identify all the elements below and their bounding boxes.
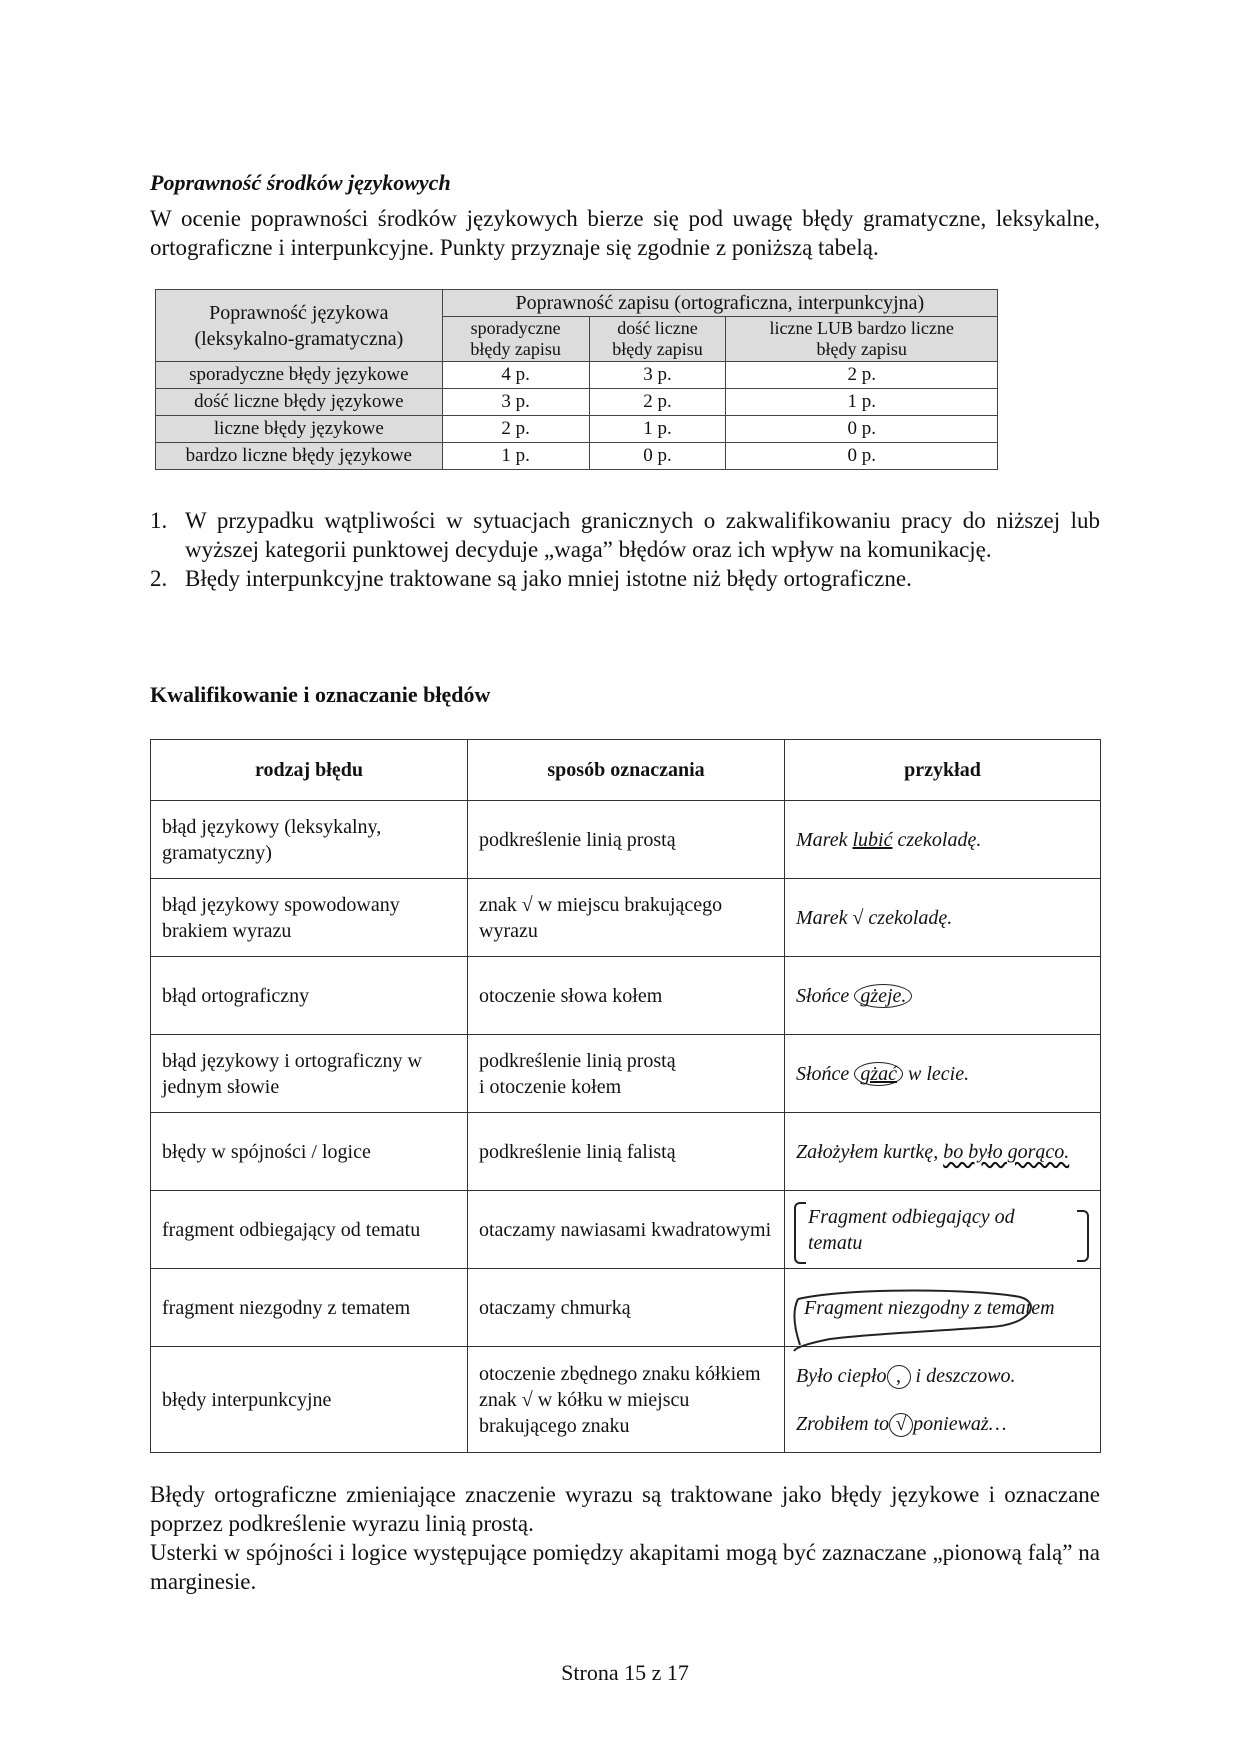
error-marking: otoczenie zbędnego znaku kółkiem znak √ w kółku w miejscu brakującego znaku <box>468 1347 785 1453</box>
error-example: Marek lubić czekoladę. <box>785 801 1101 879</box>
wavy-underlined-text: bo było gorąco. <box>943 1140 1070 1163</box>
error-row <box>151 957 1101 1035</box>
circled-comma: , <box>887 1365 911 1389</box>
error-row <box>151 801 1101 879</box>
closing-notes <box>150 1480 1100 1596</box>
error-row <box>151 1347 1101 1453</box>
error-row <box>151 1113 1101 1191</box>
error-type: błąd językowy (leksykalny, gramatyczny) <box>151 801 468 879</box>
error-marking: podkreślenie linią prostą i otoczenie kołem <box>468 1035 785 1113</box>
right-bracket-icon <box>1077 1210 1089 1262</box>
closing-paragraph: Usterki w spójności i logice występujące pomiędzy akapitami mogą być zaznaczane „pionową falą” na marginesie. <box>150 1540 1100 1594</box>
notes-list <box>150 506 1100 593</box>
error-type: błędy interpunkcyjne <box>151 1347 468 1453</box>
error-marking-table <box>150 739 1101 1453</box>
note-item <box>150 506 1100 564</box>
error-type: fragment odbiegający od tematu <box>151 1191 468 1269</box>
score-row <box>156 443 998 470</box>
error-col-header: rodzaj błędu <box>151 740 468 801</box>
score-row-label: dość liczne błędy językowe <box>156 389 443 416</box>
circled-word: gżeje. <box>854 984 912 1008</box>
score-col-header: dość liczne błędy zapisu <box>589 317 726 362</box>
score-row-label: bardzo liczne błędy językowe <box>156 443 443 470</box>
error-type: błąd językowy i ortograficzny w jednym słowie <box>151 1035 468 1113</box>
note-text: W przypadku wątpliwości w sytuacjach granicznych o zakwalifikowaniu pracy do niższej lub wyższej kategorii punktowej decyduje „waga” błędów oraz ich wpływ na komunikację. <box>185 508 1100 562</box>
error-example: Było ciepło , i deszczowo. Zrobiłem to √ ponieważ… <box>785 1347 1101 1453</box>
error-example: Założyłem kurtkę, bo było gorąco. <box>785 1113 1101 1191</box>
cloud-fragment: Fragment niezgodny z tematem <box>796 1293 1063 1323</box>
score-cell: 2 p. <box>442 416 589 443</box>
left-bracket-icon <box>794 1202 806 1264</box>
cloud-outline-icon <box>790 1287 1040 1353</box>
note-number: 1. <box>150 508 168 533</box>
error-row <box>151 879 1101 957</box>
error-example <box>785 1191 1101 1269</box>
error-row <box>151 1035 1101 1113</box>
score-row-header <box>156 290 443 362</box>
score-table <box>155 289 998 470</box>
error-example: Słońce gżeje. <box>785 957 1101 1035</box>
circled-underlined-word: gżać <box>854 1062 903 1086</box>
score-row <box>156 362 998 389</box>
page-number: Strona 15 z 17 <box>561 1660 689 1685</box>
row-header-line1: Poprawność językowa <box>209 301 389 324</box>
note-text: Błędy interpunkcyjne traktowane są jako mniej istotne niż błędy ortograficzne. <box>185 566 912 591</box>
bracketed-fragment: Fragment odbiegający od tematu <box>796 1202 1089 1258</box>
section-intro: W ocenie poprawności środków językowych bierze się pod uwagę błędy gramatyczne, leksykalne, ortograficzne i interpunkcyjne. Punkty przyznaje się zgodnie z poniższą tabelą. <box>150 206 1100 260</box>
error-marking: otaczamy nawiasami kwadratowymi <box>468 1191 785 1269</box>
score-cell: 3 p. <box>442 389 589 416</box>
score-row <box>156 389 998 416</box>
note-item <box>150 564 1100 593</box>
note-number: 2. <box>150 566 168 591</box>
error-col-header: przykład <box>785 740 1101 801</box>
section-title-error-marking: Kwalifikowanie i oznaczanie błędów <box>150 682 491 707</box>
score-row <box>156 416 998 443</box>
score-cell: 1 p. <box>442 443 589 470</box>
error-marking: znak √ w miejscu brakującego wyrazu <box>468 879 785 957</box>
error-row <box>151 1191 1101 1269</box>
score-cell: 1 p. <box>589 416 726 443</box>
score-cell: 3 p. <box>589 362 726 389</box>
closing-paragraph: Błędy ortograficzne zmieniające znaczenie wyrazu są traktowane jako błędy językowe i oznaczane poprzez podkreślenie wyrazu linią prostą. <box>150 1482 1100 1536</box>
error-row <box>151 1269 1101 1347</box>
score-col-header: liczne LUB bardzo liczne błędy zapisu <box>726 317 998 362</box>
score-cell: 4 p. <box>442 362 589 389</box>
score-cell: 0 p. <box>589 443 726 470</box>
score-col-group-header: Poprawność zapisu (ortograficzna, interpunkcyjna) <box>442 290 997 317</box>
error-type: błędy w spójności / logice <box>151 1113 468 1191</box>
section-title-language-correctness: Poprawność środków językowych <box>150 170 451 195</box>
row-header-line2: (leksykalno-gramatyczna) <box>194 327 404 350</box>
score-cell: 0 p. <box>726 443 998 470</box>
error-example: Słońce gżać w lecie. <box>785 1035 1101 1113</box>
score-row-label: sporadyczne błędy językowe <box>156 362 443 389</box>
underlined-word: lubić <box>852 828 893 851</box>
error-type: błąd językowy spowodowany brakiem wyrazu <box>151 879 468 957</box>
score-cell: 2 p. <box>726 362 998 389</box>
error-marking: otoczenie słowa kołem <box>468 957 785 1035</box>
error-marking: otaczamy chmurką <box>468 1269 785 1347</box>
score-col-header: sporadyczne błędy zapisu <box>442 317 589 362</box>
error-example <box>785 1269 1101 1347</box>
error-marking: podkreślenie linią falistą <box>468 1113 785 1191</box>
score-cell: 1 p. <box>726 389 998 416</box>
error-type: fragment niezgodny z tematem <box>151 1269 468 1347</box>
circled-check-icon: √ <box>889 1413 913 1437</box>
error-type: błąd ortograficzny <box>151 957 468 1035</box>
error-marking: podkreślenie linią prostą <box>468 801 785 879</box>
error-col-header: sposób oznaczania <box>468 740 785 801</box>
score-cell: 0 p. <box>726 416 998 443</box>
score-cell: 2 p. <box>589 389 726 416</box>
error-example: Marek √ czekoladę. <box>785 879 1101 957</box>
score-row-label: liczne błędy językowe <box>156 416 443 443</box>
